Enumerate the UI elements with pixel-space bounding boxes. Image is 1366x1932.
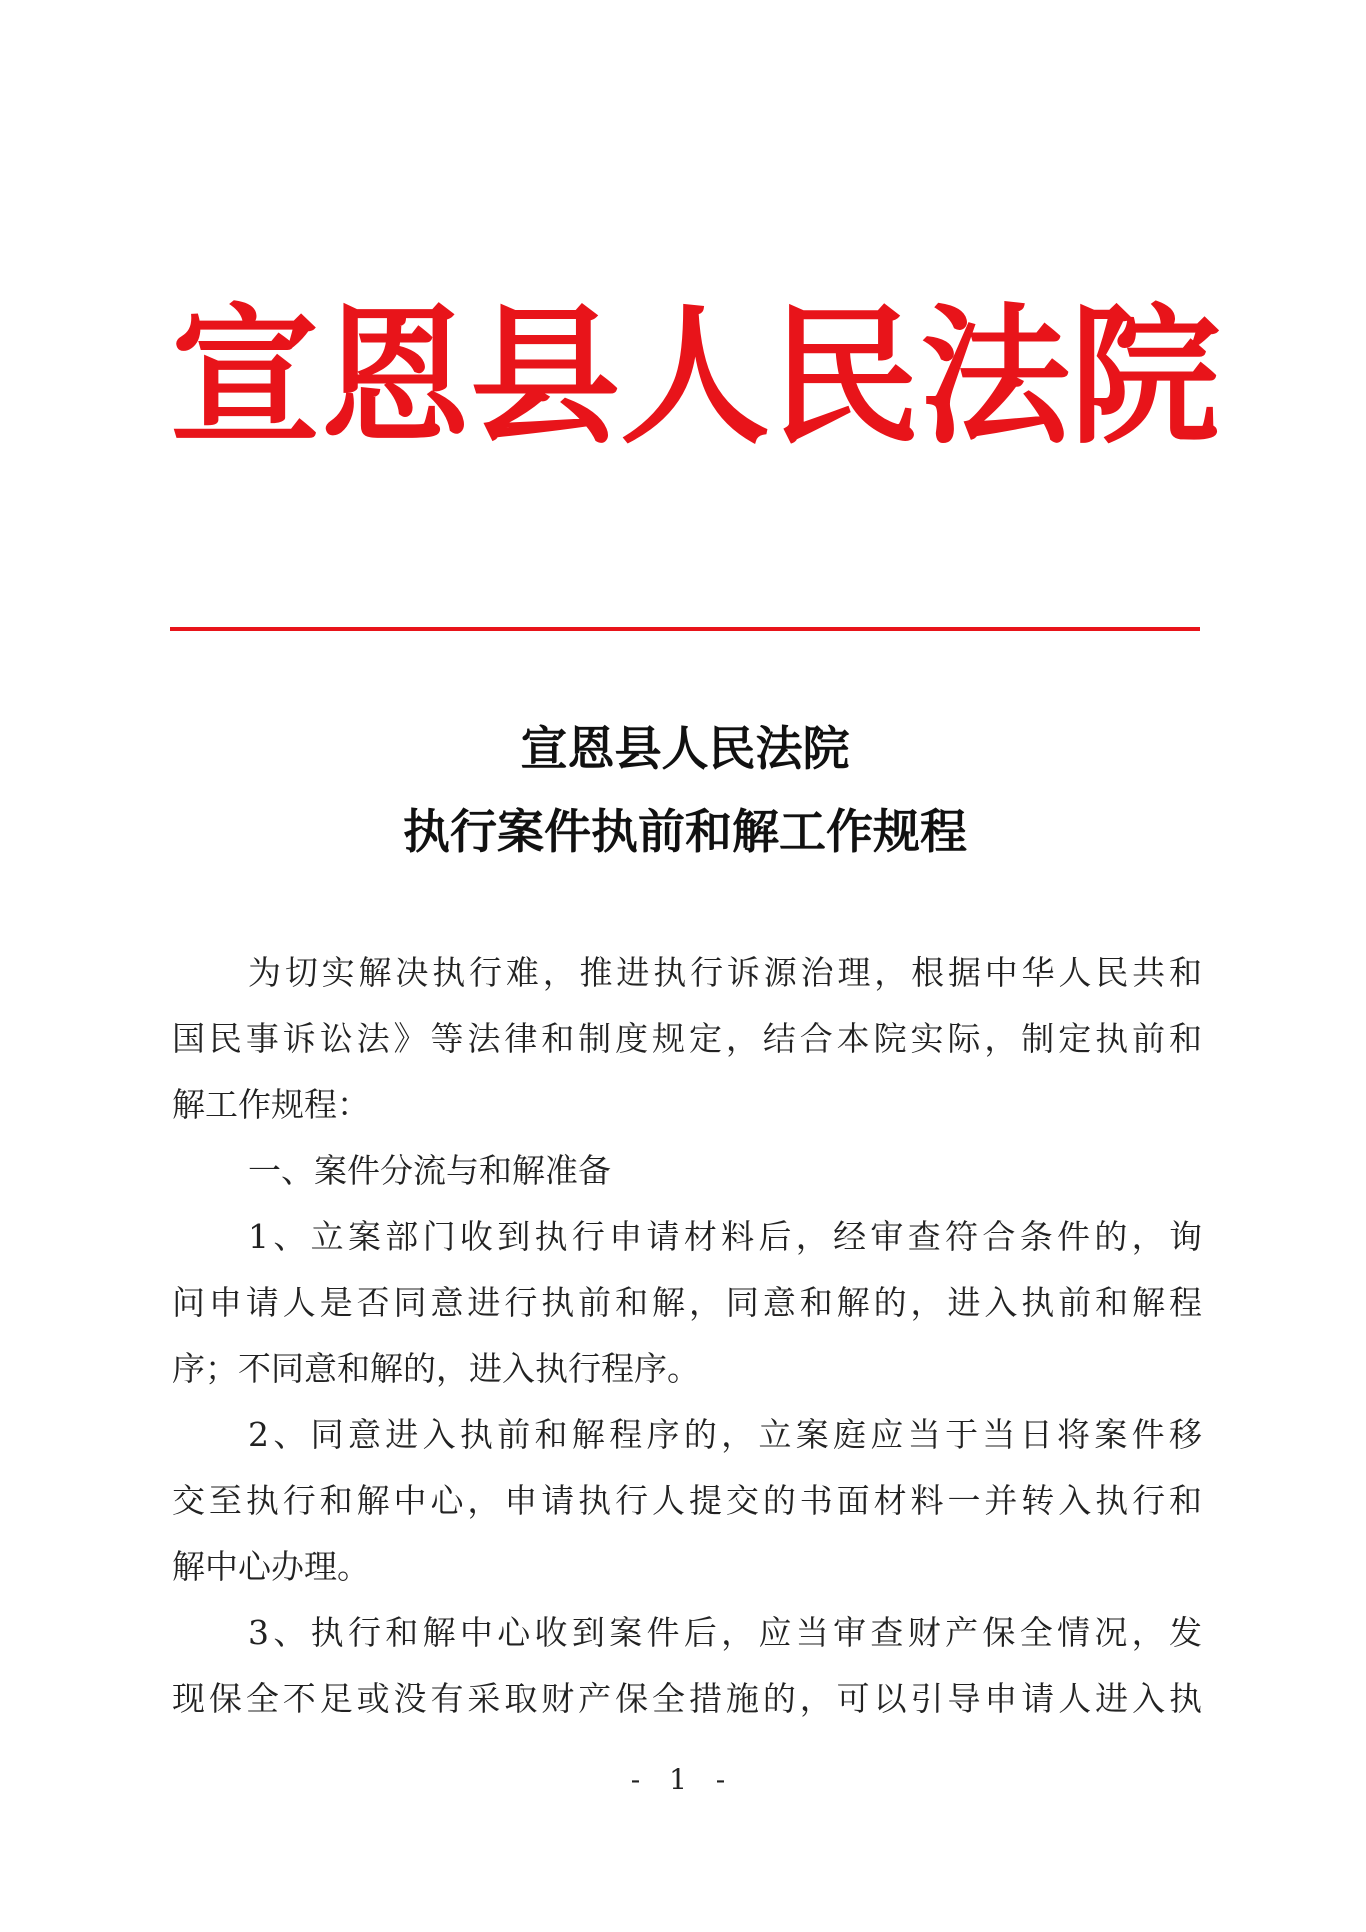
document-title-line-2: 执行案件执前和解工作规程 xyxy=(403,805,967,860)
document-title-line-1: 宣恩县人民法院 xyxy=(520,722,850,777)
paragraph-line: 现保全不足或没有采取财产保全措施的，可以引导申请人进入执 xyxy=(172,1679,1202,1718)
paragraph-line: 2、同意进入执前和解程序的，立案庭应当于当日将案件移 xyxy=(248,1415,1202,1454)
paragraph-line: 序；不同意和解的，进入执行程序。 xyxy=(172,1349,700,1388)
paragraph-line: 问申请人是否同意进行执前和解，同意和解的，进入执前和解程 xyxy=(172,1283,1202,1322)
court-letterhead-title: 宣恩县人民法院 xyxy=(170,289,1221,465)
paragraph-line: 国民事诉讼法》等法律和制度规定，结合本院实际，制定执前和 xyxy=(172,1019,1202,1058)
paragraph-line: 3、执行和解中心收到案件后，应当审查财产保全情况，发 xyxy=(248,1613,1202,1652)
paragraph-line: 交至执行和解中心，申请执行人提交的书面材料一并转入执行和 xyxy=(172,1481,1202,1520)
red-divider-line xyxy=(170,627,1200,631)
page-number: - 1 - xyxy=(630,1763,736,1796)
paragraph-line: 为切实解决执行难，推进执行诉源治理，根据中华人民共和 xyxy=(248,953,1202,992)
paragraph-line: 解中心办理。 xyxy=(172,1547,370,1586)
section-heading: 一、案件分流与和解准备 xyxy=(248,1151,611,1190)
paragraph-line: 解工作规程： xyxy=(172,1085,370,1124)
paragraph-line: 1、立案部门收到执行申请材料后，经审查符合条件的，询 xyxy=(248,1217,1202,1256)
